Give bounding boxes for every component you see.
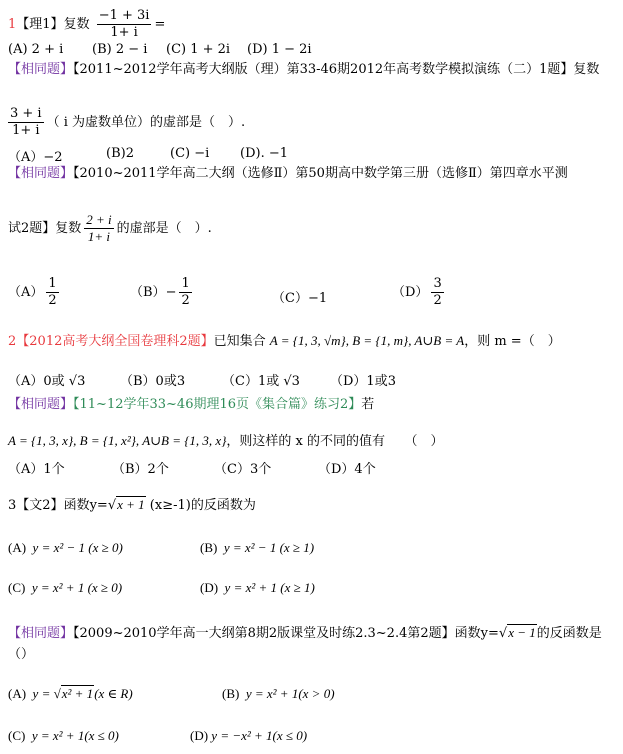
q3-related-label: 【相同题】 xyxy=(8,625,74,640)
q3-sub-option-a-label: (A) xyxy=(8,686,27,701)
q3-sub-option-b-expr: y = x² + 1(x > 0) xyxy=(245,686,335,701)
q3-sub-option-c-expr: y = x² + 1(x ≤ 0) xyxy=(31,728,119,743)
q3-option-c xyxy=(8,580,122,596)
q1-sub2-option-a-label: （A） xyxy=(8,285,44,300)
q2-option-b: （B）0或3 xyxy=(120,374,186,389)
q3-sub-option-b-label: (B) xyxy=(222,686,240,701)
q1-sub1-text: （ i 为虚数单位）的虚部是（ ）. xyxy=(46,115,246,130)
q1-sub2-option-a-frac xyxy=(46,276,58,309)
q3-option-b-expr: y = x² − 1 (x ≥ 1) xyxy=(223,540,315,555)
q3-sub-option-d-label: (D) xyxy=(190,728,209,743)
q1-fraction xyxy=(97,8,152,41)
q3-sub-option-a-radicand: x² + 1 xyxy=(61,686,94,701)
q3-sub-option-a: (A) y = √x² + 1(x ∈ R) xyxy=(8,686,133,701)
q1-sub2-fraction xyxy=(84,212,113,245)
q2-text-b: ，则 m =（ ） xyxy=(464,334,561,349)
q1-sub1-option-a: （A）−2 xyxy=(8,150,63,165)
q3-sub-option-c xyxy=(8,728,119,744)
q2-related-label: 【相同题】 xyxy=(8,396,74,411)
q1-number: 1 xyxy=(8,17,17,32)
q3-related-text: 函数y= xyxy=(454,626,499,641)
q3-option-b-label: (B) xyxy=(200,540,218,555)
q1-sub2-option-b-label: （B） xyxy=(130,285,166,300)
q3-related-radicand: x − 1 xyxy=(508,625,536,640)
q1-sub2 xyxy=(8,212,212,245)
q1-option-b: (B) 2 − i xyxy=(92,42,148,57)
q1-sub2-option-b-frac xyxy=(179,276,191,309)
q2-related-src: 【11~12学年33~46期理16页《集合篇》练习2】 xyxy=(73,397,362,412)
q2-sub-option-c: （C）3个 xyxy=(214,462,272,477)
q3-option-d-label: (D) xyxy=(200,580,219,595)
q1-prefix: 复数 xyxy=(63,17,90,32)
q2-text-a: 已知集合 xyxy=(213,334,266,349)
q1-sub2-option-c xyxy=(272,287,327,306)
q1-sub2-num: 2 + i xyxy=(86,212,112,227)
q1-sub2-option-b xyxy=(130,276,195,309)
q2-sub-option-b: （B）2个 xyxy=(112,462,169,477)
q1-related-label: 【相同题】 xyxy=(8,61,74,76)
q3-text: 函数y= xyxy=(63,498,108,513)
q3-radicand: x + 1 xyxy=(117,497,145,512)
q3-sub-option-c-label: (C) xyxy=(8,728,26,743)
q1-sub1-option-d: (D). −1 xyxy=(240,146,288,161)
q2-related-tail: 若 xyxy=(361,397,375,412)
q3-sub-option-b xyxy=(222,686,335,702)
q1-sub2-option-b-den: 2 xyxy=(181,293,190,308)
q2-sub-math: A = {1, 3, x}, B = {1, x²}, A∪B = {1, 3, x} xyxy=(8,433,227,448)
q3-related-tail: 的反函数是 xyxy=(536,626,602,641)
q1-sub1-fraction xyxy=(8,106,44,139)
q2-sub-option-a: （A）1个 xyxy=(8,462,65,477)
q2-option-c: （C）1或 √3 xyxy=(222,374,300,389)
q1-sub2-option-d-den: 2 xyxy=(433,293,442,308)
q1-frac-num: −1 + 3i xyxy=(98,8,150,23)
q3-sub-option-d xyxy=(190,728,307,744)
q3-option-c-label: (C) xyxy=(8,580,26,595)
q1-option-c: (C) 1 + 2i xyxy=(166,42,231,57)
q3-related xyxy=(8,624,602,643)
q1-sub1-num: 3 + i xyxy=(10,106,42,121)
q3-line xyxy=(8,496,256,515)
q2-number: 2 xyxy=(8,334,17,349)
q1-sub1 xyxy=(8,106,245,139)
q3-number: 3 xyxy=(8,498,17,513)
q2-sub-option-d: （D）4个 xyxy=(318,462,376,477)
q3-option-b xyxy=(200,540,314,556)
q3-option-a-expr: y = x² − 1 (x ≥ 0) xyxy=(32,540,123,555)
q1-related xyxy=(8,60,599,79)
q3-option-a-label: (A) xyxy=(8,540,27,555)
q1-sub2-option-d-label: （D） xyxy=(392,285,429,300)
q1-related2-src: 【2010~2011学年高二大纲（选修Ⅱ）第50期高中数学第三册（选修Ⅱ）第四章水平测 xyxy=(73,166,568,181)
q1-option-d: (D) 1 − 2i xyxy=(247,42,312,57)
q3-related-radical: √x − 1 xyxy=(498,625,536,641)
q3-tag: 【文2】 xyxy=(16,498,64,513)
q3-related-src: 【2009~2010学年高一大纲第8期2版课堂及时练2.3~2.4第2题】 xyxy=(73,626,455,641)
q1-sub2-option-a xyxy=(8,276,62,309)
q1-sub2-option-c-text: −1 xyxy=(307,291,328,306)
q1-sub2-option-a-den: 2 xyxy=(48,293,57,308)
q3-sub-option-d-expr: y = −x² + 1(x ≤ 0) xyxy=(211,728,308,743)
q2-related xyxy=(8,395,374,414)
q1-sub2-option-d xyxy=(392,276,447,309)
q3-option-c-expr: y = x² + 1 (x ≥ 0) xyxy=(31,580,123,595)
q1-sub2-option-c-label: （C） xyxy=(272,291,308,306)
q1-sub1-option-b: (B)2 xyxy=(106,146,134,161)
q1-related2-label: 【相同题】 xyxy=(8,165,74,180)
q1-related-src: 【2011~2012学年高考大纲版（理）第33-46期2012年高考数学模拟演练（二）1题】复数 xyxy=(73,62,600,77)
q2-math: A = {1, 3, √m}, B = {1, m}, A∪B = A xyxy=(269,333,465,348)
q1-related2 xyxy=(8,164,568,183)
q1-sub2-option-b-sign: − xyxy=(165,285,177,300)
q3-option-d-expr: y = x² + 1 (x ≥ 1) xyxy=(224,580,315,595)
q3-sub-option-a-post: (x ∈ R) xyxy=(94,686,133,701)
q3-option-a xyxy=(8,540,123,556)
q2-tag: 【2012高考大纲全国卷理科2题】 xyxy=(16,334,214,349)
q1-option-a: (A) 2 + i xyxy=(8,42,64,57)
q1-sub2-option-d-frac xyxy=(431,276,443,309)
q3-radical: √x + 1 xyxy=(107,497,145,513)
q1-frac-den: 1+ i xyxy=(110,25,138,40)
q1-sub2-option-d-num: 3 xyxy=(433,276,442,291)
q3-option-d xyxy=(200,580,315,596)
q2-line xyxy=(8,332,561,351)
q1-sub1-den: 1+ i xyxy=(12,123,40,138)
q1-sub2-den: 1+ i xyxy=(87,229,111,244)
q1-eq: = xyxy=(154,17,166,32)
q2-sub-text: ，则这样的 x 的不同的值有 （ ） xyxy=(226,434,444,449)
q1-sub2-prefix: 试2题】复数 xyxy=(8,221,82,236)
q2-sub xyxy=(8,432,444,451)
q1-sub2-option-a-num: 1 xyxy=(48,276,57,291)
q2-option-a: （A）0或 √3 xyxy=(8,374,86,389)
q1-sub2-option-b-num: 1 xyxy=(181,276,190,291)
q1-line xyxy=(8,8,165,41)
q3-paren: （） xyxy=(8,647,35,662)
q1-sub1-option-c: (C) −i xyxy=(170,146,210,161)
q3-sub-option-a-pre: y = xyxy=(32,686,54,701)
q1-tag: 【理1】 xyxy=(16,17,64,32)
q1-sub2-text: 的虚部是（ ）. xyxy=(116,221,212,236)
q2-option-d: （D）1或3 xyxy=(330,374,396,389)
q3-cond: (x≥-1)的反函数为 xyxy=(149,498,256,513)
